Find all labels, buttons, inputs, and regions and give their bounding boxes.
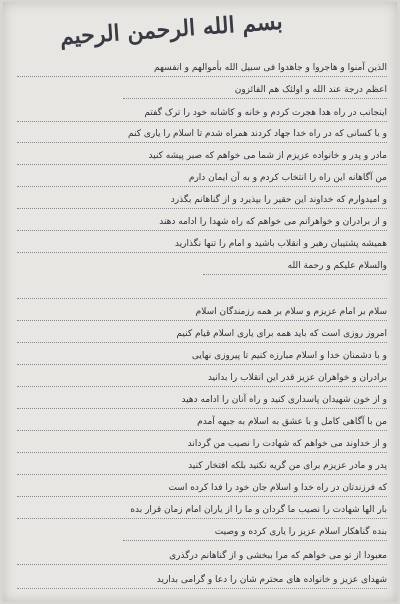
- text-line: امروز روزی است که باید همه برای یاری اسلام قیام کنیم: [17, 326, 387, 343]
- text-line: سلام بر امام عزیزم و سلام بر همه رزمندگان اسلام: [17, 304, 387, 321]
- text-line: الذین آمنوا و هاجروا و جاهدوا فی سبیل الله بأموالهم و انفسهم: [17, 60, 387, 77]
- text-line: و از خون شهیدان پاسداری کنید و راه آنان را ادامه دهید: [17, 392, 387, 409]
- document-heading: بسم الله الرحمن الرحیم: [59, 8, 284, 51]
- text-line: و امیدوارم که خداوند این حقیر را بپذیرد و از گناهانم بگذرد: [17, 192, 387, 209]
- text-line: [17, 282, 387, 299]
- text-line: بار الها شهادت را نصیب ما گردان و ما را از یاران امام زمان قرار بده: [17, 502, 387, 519]
- text-line: والسلام علیکم و رحمة الله: [203, 258, 387, 275]
- text-line: معبودا از تو می خواهم که مرا ببخشی و از گناهانم درگذری: [17, 548, 387, 565]
- text-line: و از برادران و خواهرانم می خواهم که راه شهدا را ادامه دهند: [17, 214, 387, 231]
- text-line: مادر و پدر و خانواده عزیزم از شما می خواهم که صبر پیشه کنید: [17, 148, 387, 165]
- text-line: و با دشمنان خدا و اسلام مبارزه کنیم تا پیروزی نهایی: [17, 348, 387, 365]
- text-line: اینجانب در راه هدا هجرت کردم و خانه و کاشانه خود را ترک گفتم: [17, 105, 387, 122]
- text-line: اعظم درجة عند الله و اولئک هم الفائزون: [123, 82, 387, 99]
- will-document: [3, 2, 397, 602]
- text-line: شهدای عزیز و خانواده های محترم شان را دعا و گرامی بدارید: [17, 572, 387, 589]
- text-line: برادران و خواهران عزیز قدر این انقلاب را بدانید: [17, 370, 387, 387]
- text-line: که فرزندتان در راه خدا و اسلام جان خود را فدا کرده است: [17, 480, 387, 497]
- text-line: همیشه پشتیبان رهبر و انقلاب باشید و امام را تنها نگذارید: [17, 236, 387, 253]
- text-line: و با کسانی که در راه خدا جهاد کردند همراه شدم تا اسلام را یاری کنم: [17, 126, 387, 143]
- text-line: پدر و مادر عزیزم برای من گریه نکنید بلکه افتخار کنید: [17, 458, 387, 475]
- text-line: بنده گناهکار اسلام عزیز را یاری کرده و وصیت: [123, 524, 387, 541]
- text-line: من آگاهانه این راه را انتخاب کردم و به آن ایمان دارم: [17, 170, 387, 187]
- text-line: من با آگاهی کامل و با عشق به اسلام به جبهه آمدم: [17, 414, 387, 431]
- text-line: و از خداوند می خواهم که شهادت را نصیب من گرداند: [17, 436, 387, 453]
